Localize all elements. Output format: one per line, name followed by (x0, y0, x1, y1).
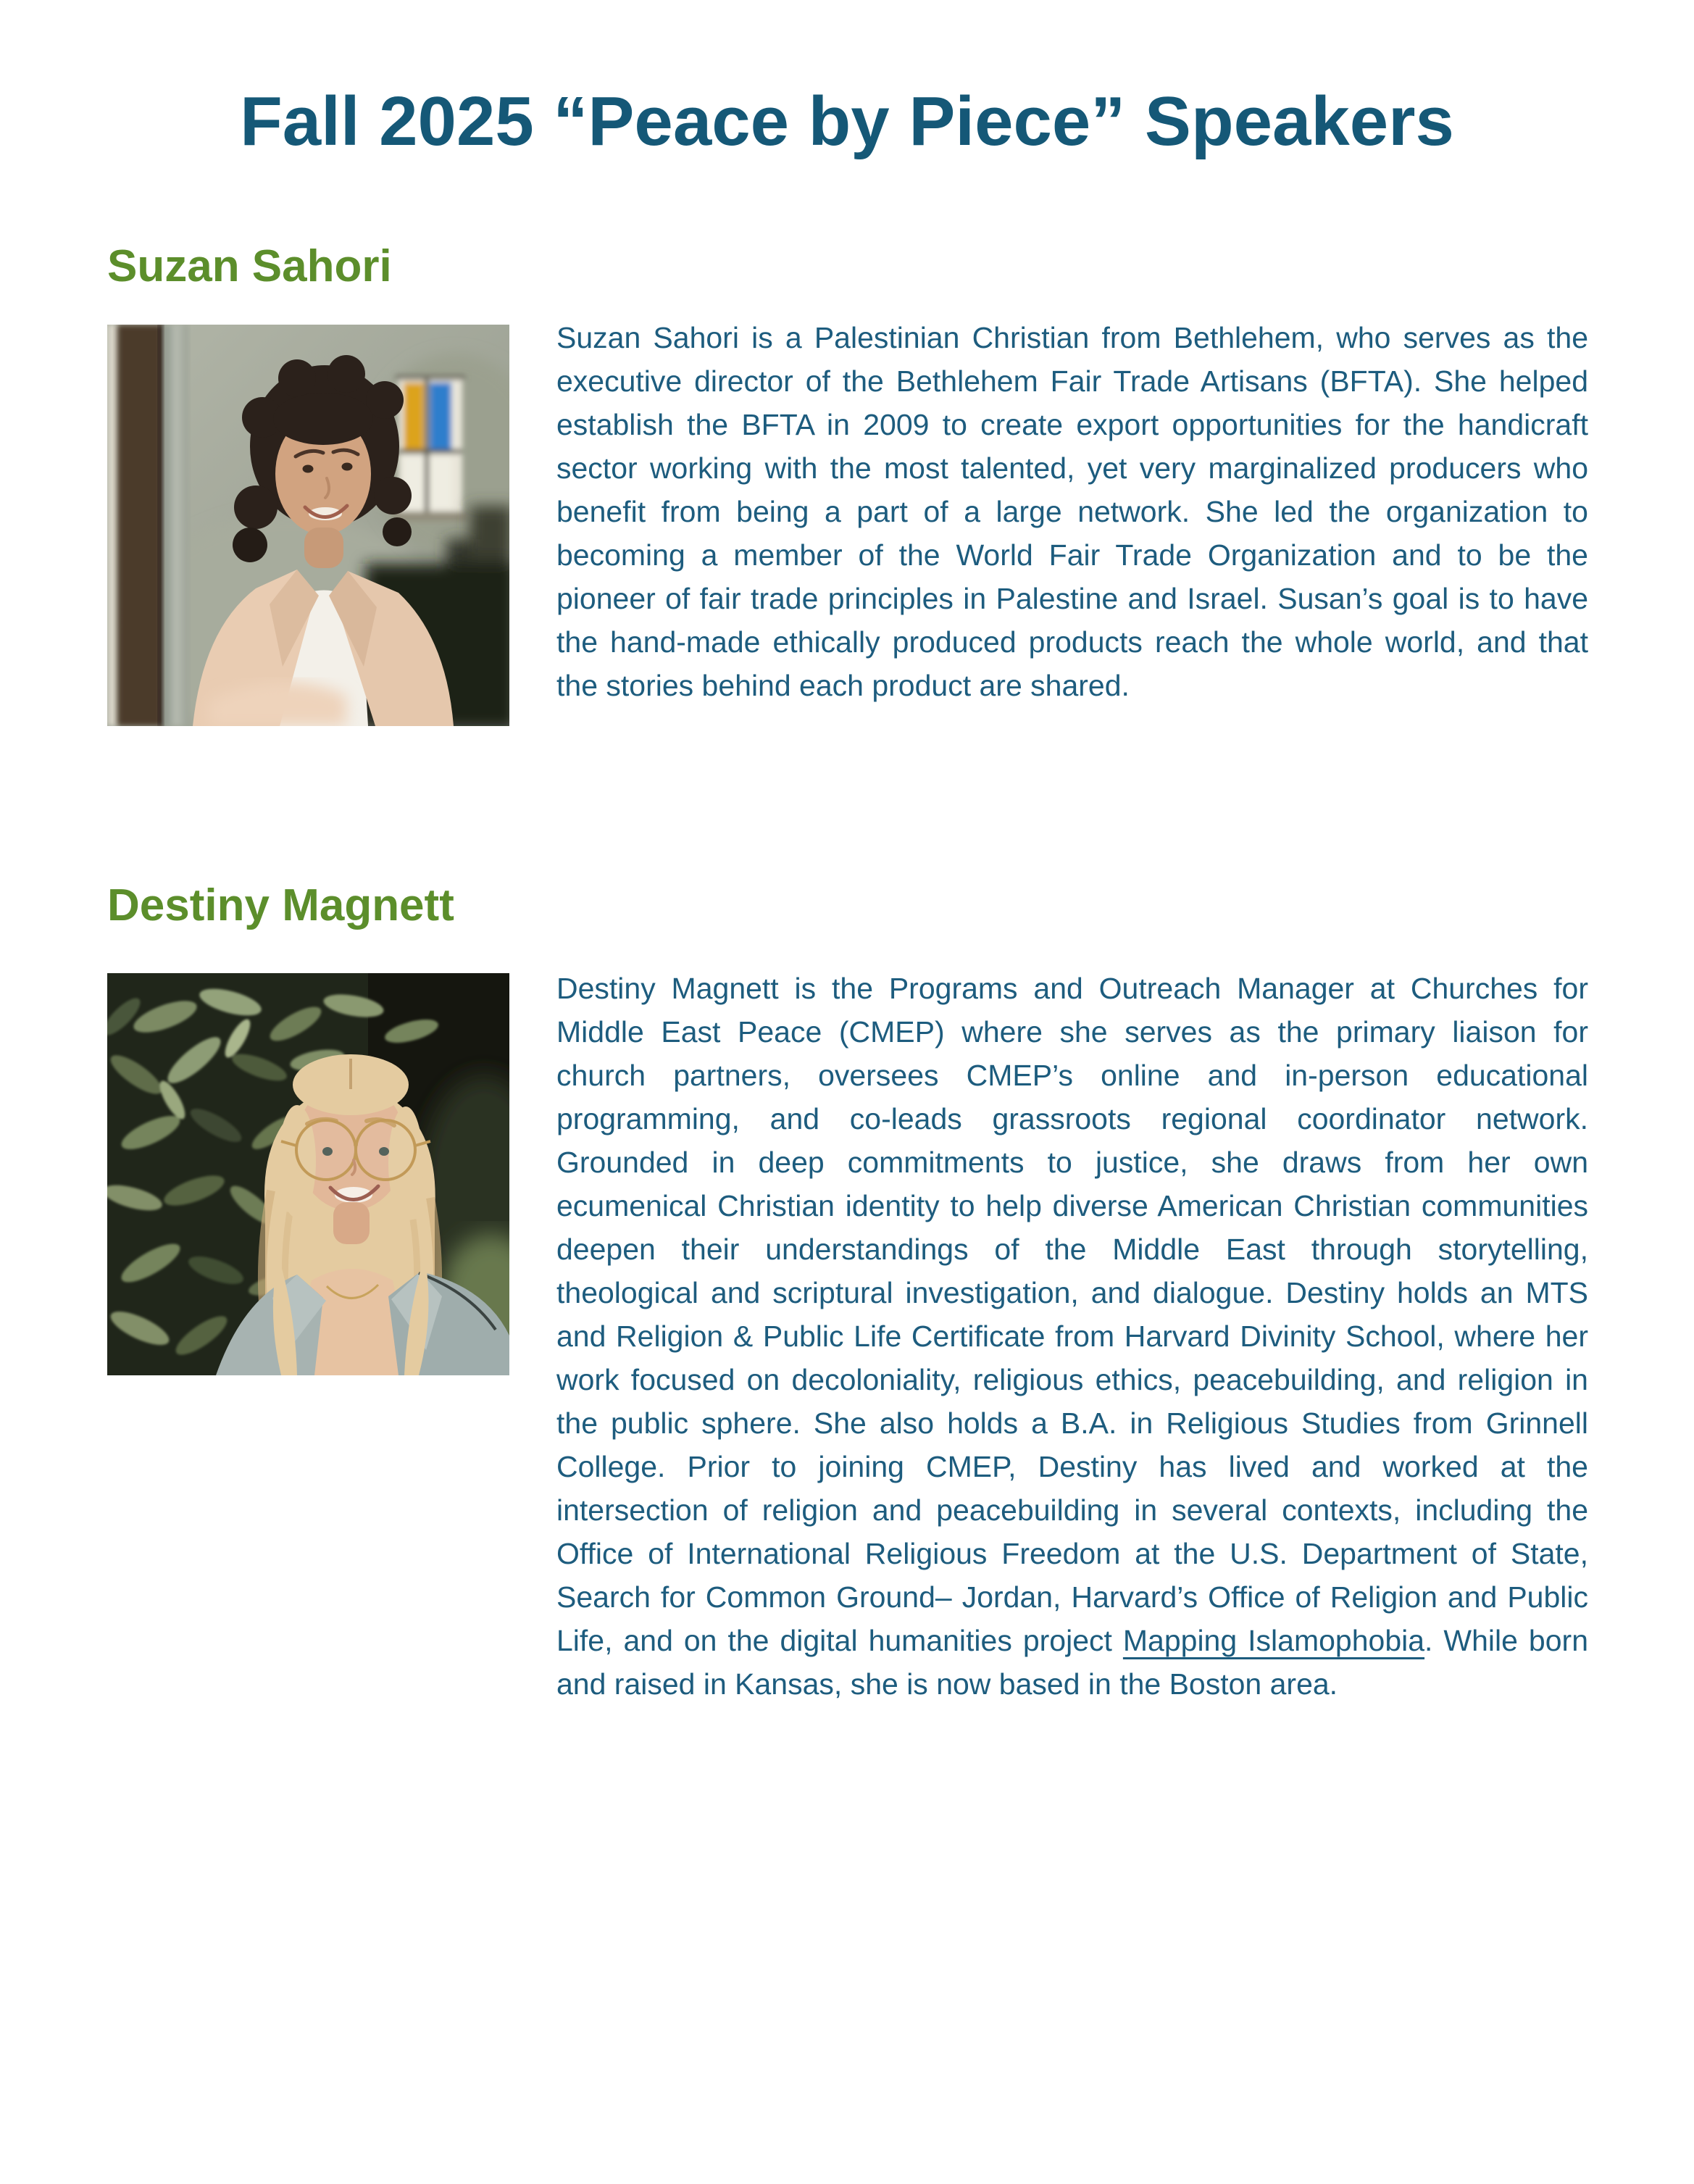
speaker-photo-suzan-sahori (107, 325, 509, 726)
speaker-name-destiny-magnett: Destiny Magnett (107, 880, 454, 930)
speaker-bio-suzan-sahori: Suzan Sahori is a Palestinian Christian from Bethlehem, who serves as the executive director of the Bethlehem Fair Trade Artisans (BFTA). She helped establish the BFTA in 2009 to create export opportunities for the handicraft sector working with the most talented, yet very marginalized producers who benefit from being a part of a large network. She led the organization to becoming a member of the World Fair Trade Organization and to be the pioneer of fair trade principles in Palestine and Israel. Susan’s goal is to have the hand-made ethically produced products reach the whole world, and that the stories behind each product are shared. (556, 321, 1588, 702)
bio-text-after-link: . While born and raised in Kansas, she is now based in the Boston area. (556, 1624, 1588, 1701)
speaker-photo-destiny-magnett (107, 973, 509, 1375)
portrait-illustration-destiny-magnett (107, 973, 509, 1375)
speaker-bio-destiny-magnett (556, 967, 1588, 1706)
page-title: Fall 2025 “Peace by Piece” Speakers (240, 83, 1454, 160)
bio-text-before-link: Destiny Magnett is the Programs and Outreach Manager at Churches for Middle East Peace (CMEP) where she serves as the primary liaison for church partners, oversees CMEP’s online and in-person educational programming, and co-leads grassroots regional coordinator network. Grounded in deep commitments to justice, she draws from her own ecumenical Christian identity to help diverse American Christian communities deepen their understandings of the Middle East through storytelling, theological and scriptural investigation, and dialogue. Destiny holds an MTS and Religion & Public Life Certificate from Harvard Divinity School, where her work focused on decoloniality, religious ethics, peacebuilding, and religion in the public sphere. She also holds a B.A. in Religious Studies from Grinnell College. Prior to joining CMEP, Destiny has lived and worked at the intersection of religion and peacebuilding in several contexts, including the Office of International Religious Freedom at the U.S. Department of State, Search for Common Ground– Jordan, Harvard’s Office of Religion and Public Life, and on the digital humanities project (556, 972, 1588, 1657)
portrait-illustration-suzan-sahori (107, 325, 509, 726)
mapping-islamophobia-link[interactable]: Mapping Islamophobia (1122, 1624, 1425, 1657)
speaker-name-suzan-sahori: Suzan Sahori (107, 241, 392, 291)
